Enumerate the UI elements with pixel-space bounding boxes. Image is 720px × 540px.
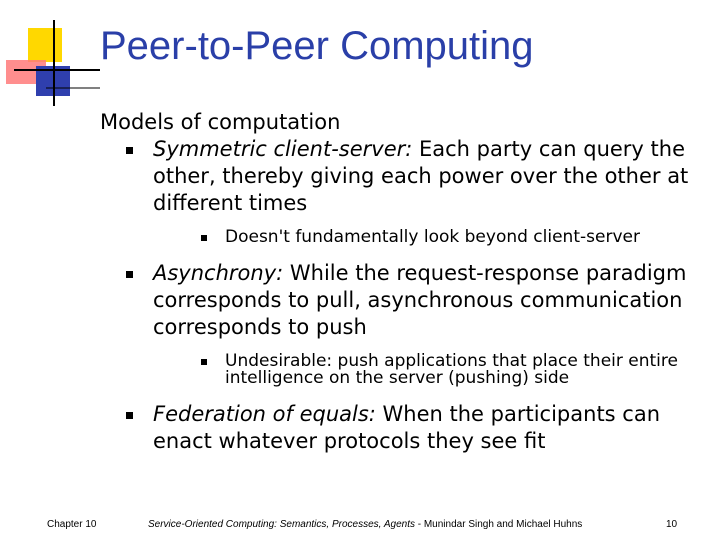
- slide-body: [100, 110, 700, 455]
- item-term: Federation of equals:: [153, 402, 376, 426]
- sub-bullet-item: [201, 353, 700, 387]
- footer-authors: - Munindar Singh and Michael Huhns: [414, 519, 583, 530]
- intro-text: Models of computation: [100, 110, 341, 134]
- decorative-logo-icon: [0, 0, 110, 110]
- sub-item-text: Undesirable: push applications that place their entire intelligence on the server (pushing) side: [225, 351, 678, 388]
- square-bullet-icon: [201, 359, 207, 365]
- sub-bullet-item: [201, 229, 700, 246]
- footer-citation: [148, 519, 582, 530]
- sub-item-text: Doesn't fundamentally look beyond client-server: [225, 227, 640, 247]
- slide-title: Peer-to-Peer Computing: [100, 24, 534, 68]
- square-bullet-icon: [126, 412, 133, 419]
- item-term: Asynchrony:: [153, 261, 284, 285]
- square-bullet-icon: [126, 147, 133, 154]
- item-text: While the request-response paradigm corresponds to pull, asynchronous communication corresponds to push: [153, 261, 687, 339]
- bullet-item: [126, 401, 700, 455]
- bullet-item: [126, 260, 700, 341]
- item-term: Symmetric client-server:: [153, 137, 413, 161]
- footer-book-title: Service-Oriented Computing: Semantics, Processes, Agents: [148, 519, 415, 530]
- square-bullet-icon: [201, 235, 207, 241]
- footer-chapter: Chapter 10: [47, 519, 97, 530]
- bullet-item: [126, 136, 700, 217]
- item-text: When the participants can enact whatever protocols they see fit: [153, 402, 661, 453]
- square-bullet-icon: [126, 271, 133, 278]
- item-text: Each party can query the other, thereby giving each power over the other at different times: [153, 137, 689, 215]
- footer-page-number: 10: [666, 519, 678, 530]
